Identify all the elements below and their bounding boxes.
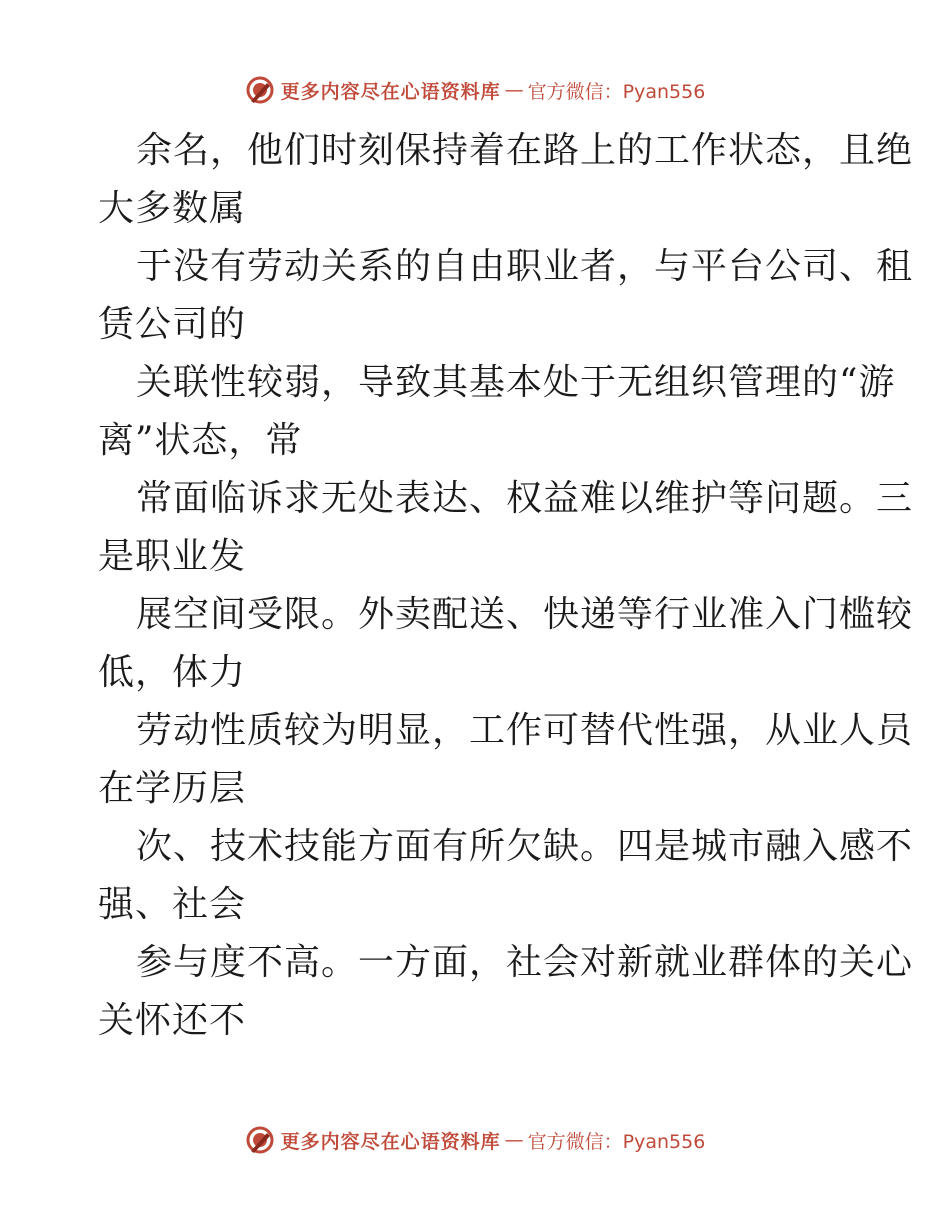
- body-line: 赁公司的: [98, 304, 247, 345]
- watermark-separator: —: [504, 79, 524, 101]
- watermark-wechat-text: 官方微信：Pyan556: [527, 80, 706, 103]
- body-line: 余名，他们时刻保持着在路上的工作状态，且绝: [136, 130, 914, 171]
- watermark-separator: —: [504, 1129, 524, 1151]
- header-watermark: [0, 70, 950, 110]
- body-line: 强、社会: [98, 884, 247, 925]
- body-line: 常面临诉求无处表达、权益难以维护等问题。三: [136, 478, 914, 519]
- body-line: 劳动性质较为明显，工作可替代性强，从业人员: [136, 710, 914, 751]
- body-line: 次、技术技能方面有所欠缺。四是城市融入感不: [136, 826, 914, 867]
- body-line: 于没有劳动关系的自由职业者，与平台公司、租: [136, 246, 914, 287]
- watermark-wechat-text: 官方微信：Pyan556: [527, 1130, 706, 1153]
- body-line: 大多数属: [98, 188, 247, 229]
- body-line: 关怀还不: [98, 1000, 247, 1041]
- body-line: 在学历层: [98, 768, 247, 809]
- document-body: [98, 122, 914, 1050]
- body-line: 是职业发: [98, 536, 247, 577]
- body-line: 参与度不高。一方面，社会对新就业群体的关心: [136, 942, 914, 983]
- watermark-main-text: 更多内容尽在心语资料库: [280, 1130, 501, 1153]
- watermark-main-text: 更多内容尽在心语资料库: [280, 80, 501, 103]
- pen-in-circle-icon: [245, 1125, 275, 1155]
- body-line: 关联性较弱，导致其基本处于无组织管理的“游: [136, 362, 896, 403]
- body-line: 低，体力: [98, 652, 247, 693]
- body-line: 离”状态，常: [98, 420, 303, 461]
- footer-watermark: [0, 1120, 950, 1160]
- pen-in-circle-icon: [245, 75, 275, 105]
- body-line: 展空间受限。外卖配送、快递等行业准入门槛较: [136, 594, 914, 635]
